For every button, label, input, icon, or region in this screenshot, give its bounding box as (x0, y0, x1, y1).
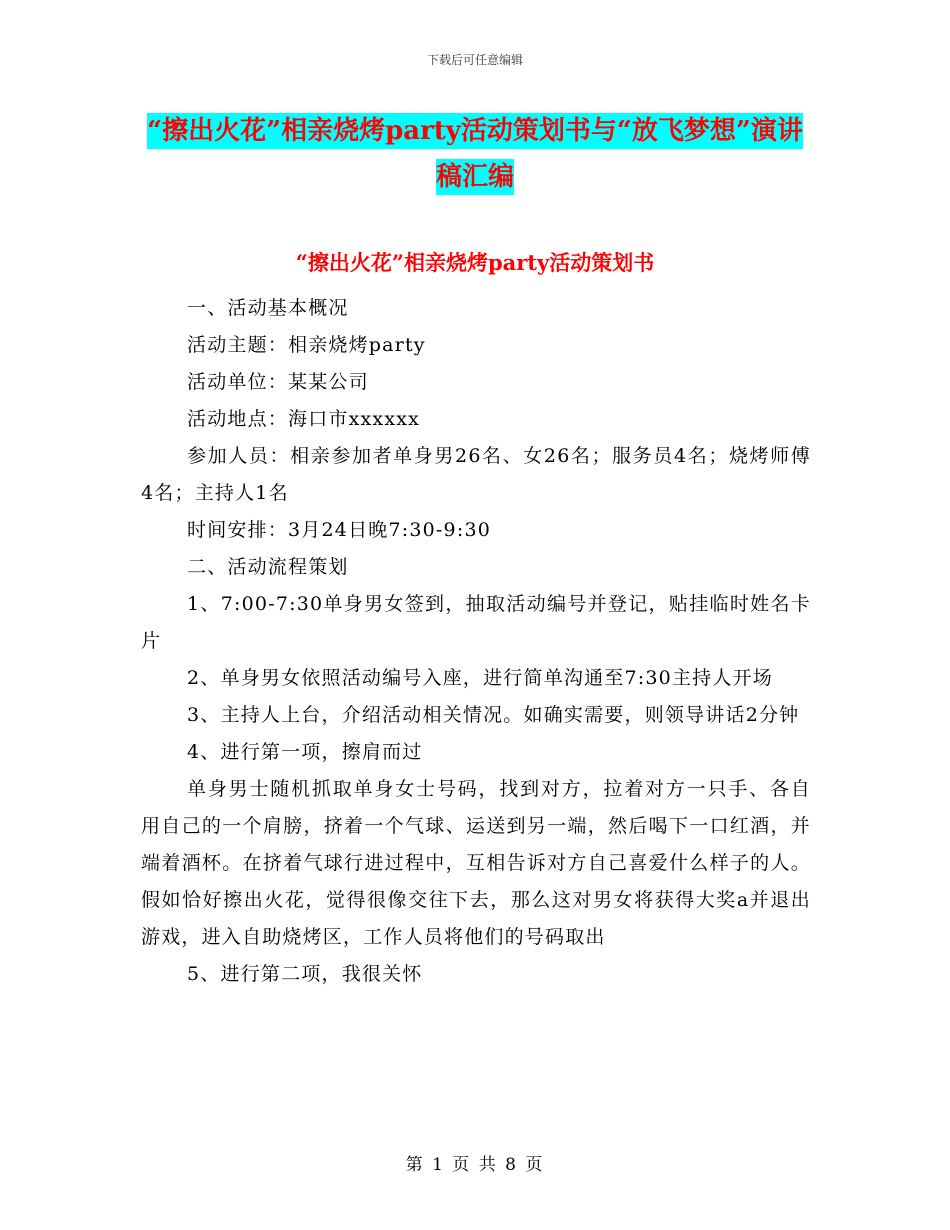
document-title-text: “擦出火花”相亲烧烤party活动策划书与“放飞梦想”演讲稿汇编 (147, 113, 803, 195)
paragraph-step-2: 2、单身男女依照活动编号入座，进行简单沟通至7:30主持人开场 (187, 667, 773, 689)
document-title (140, 108, 810, 200)
paragraph-step-5: 5、进行第二项，我很关怀 (187, 963, 423, 985)
section-title: “擦出火花”相亲烧烤party活动策划书 (295, 250, 655, 275)
paragraph-step-3: 3、主持人上台，介绍活动相关情况。如确实需要，则领导讲话2分钟 (187, 704, 800, 726)
paragraph-location: 活动地点：海口市xxxxxx (187, 408, 421, 430)
paragraph-theme: 活动主题：相亲烧烤party (187, 334, 426, 356)
page-header: 下载后可任意编辑 (426, 53, 523, 67)
paragraph-step-4-detail: 单身男士随机抓取单身女士号码，找到对方，拉着对方一只手、各自用自己的一个肩膀，挤着一个气球、运送到另一端，然后喝下一口红酒，并端着酒杯。在挤着气球行进过程中，互相告诉对方自己喜爱什么样子的人。假如恰好擦出火花，觉得很像交往下去，那么这对男女将获得大奖a并退出游戏，进入自助烧烤区，工作人员将他们的号码取出 (141, 778, 811, 948)
paragraph-step-1: 1、7:00-7:30单身男女签到，抽取活动编号并登记，贴挂临时姓名卡片 (141, 593, 811, 652)
paragraph-overview-heading: 一、活动基本概况 (187, 297, 349, 319)
page-number: 第 1 页 共 8 页 (405, 1155, 545, 1175)
paragraph-organizer: 活动单位：某某公司 (187, 371, 369, 393)
paragraph-step-4: 4、进行第一项，擦肩而过 (187, 741, 423, 763)
document-body (141, 290, 811, 993)
paragraph-process-heading: 二、活动流程策划 (187, 556, 349, 578)
paragraph-schedule: 时间安排：3月24日晚7:30-9:30 (187, 519, 492, 541)
paragraph-participants: 参加人员：相亲参加者单身男26名、女26名；服务员4名；烧烤师傅4名；主持人1名 (141, 445, 811, 504)
